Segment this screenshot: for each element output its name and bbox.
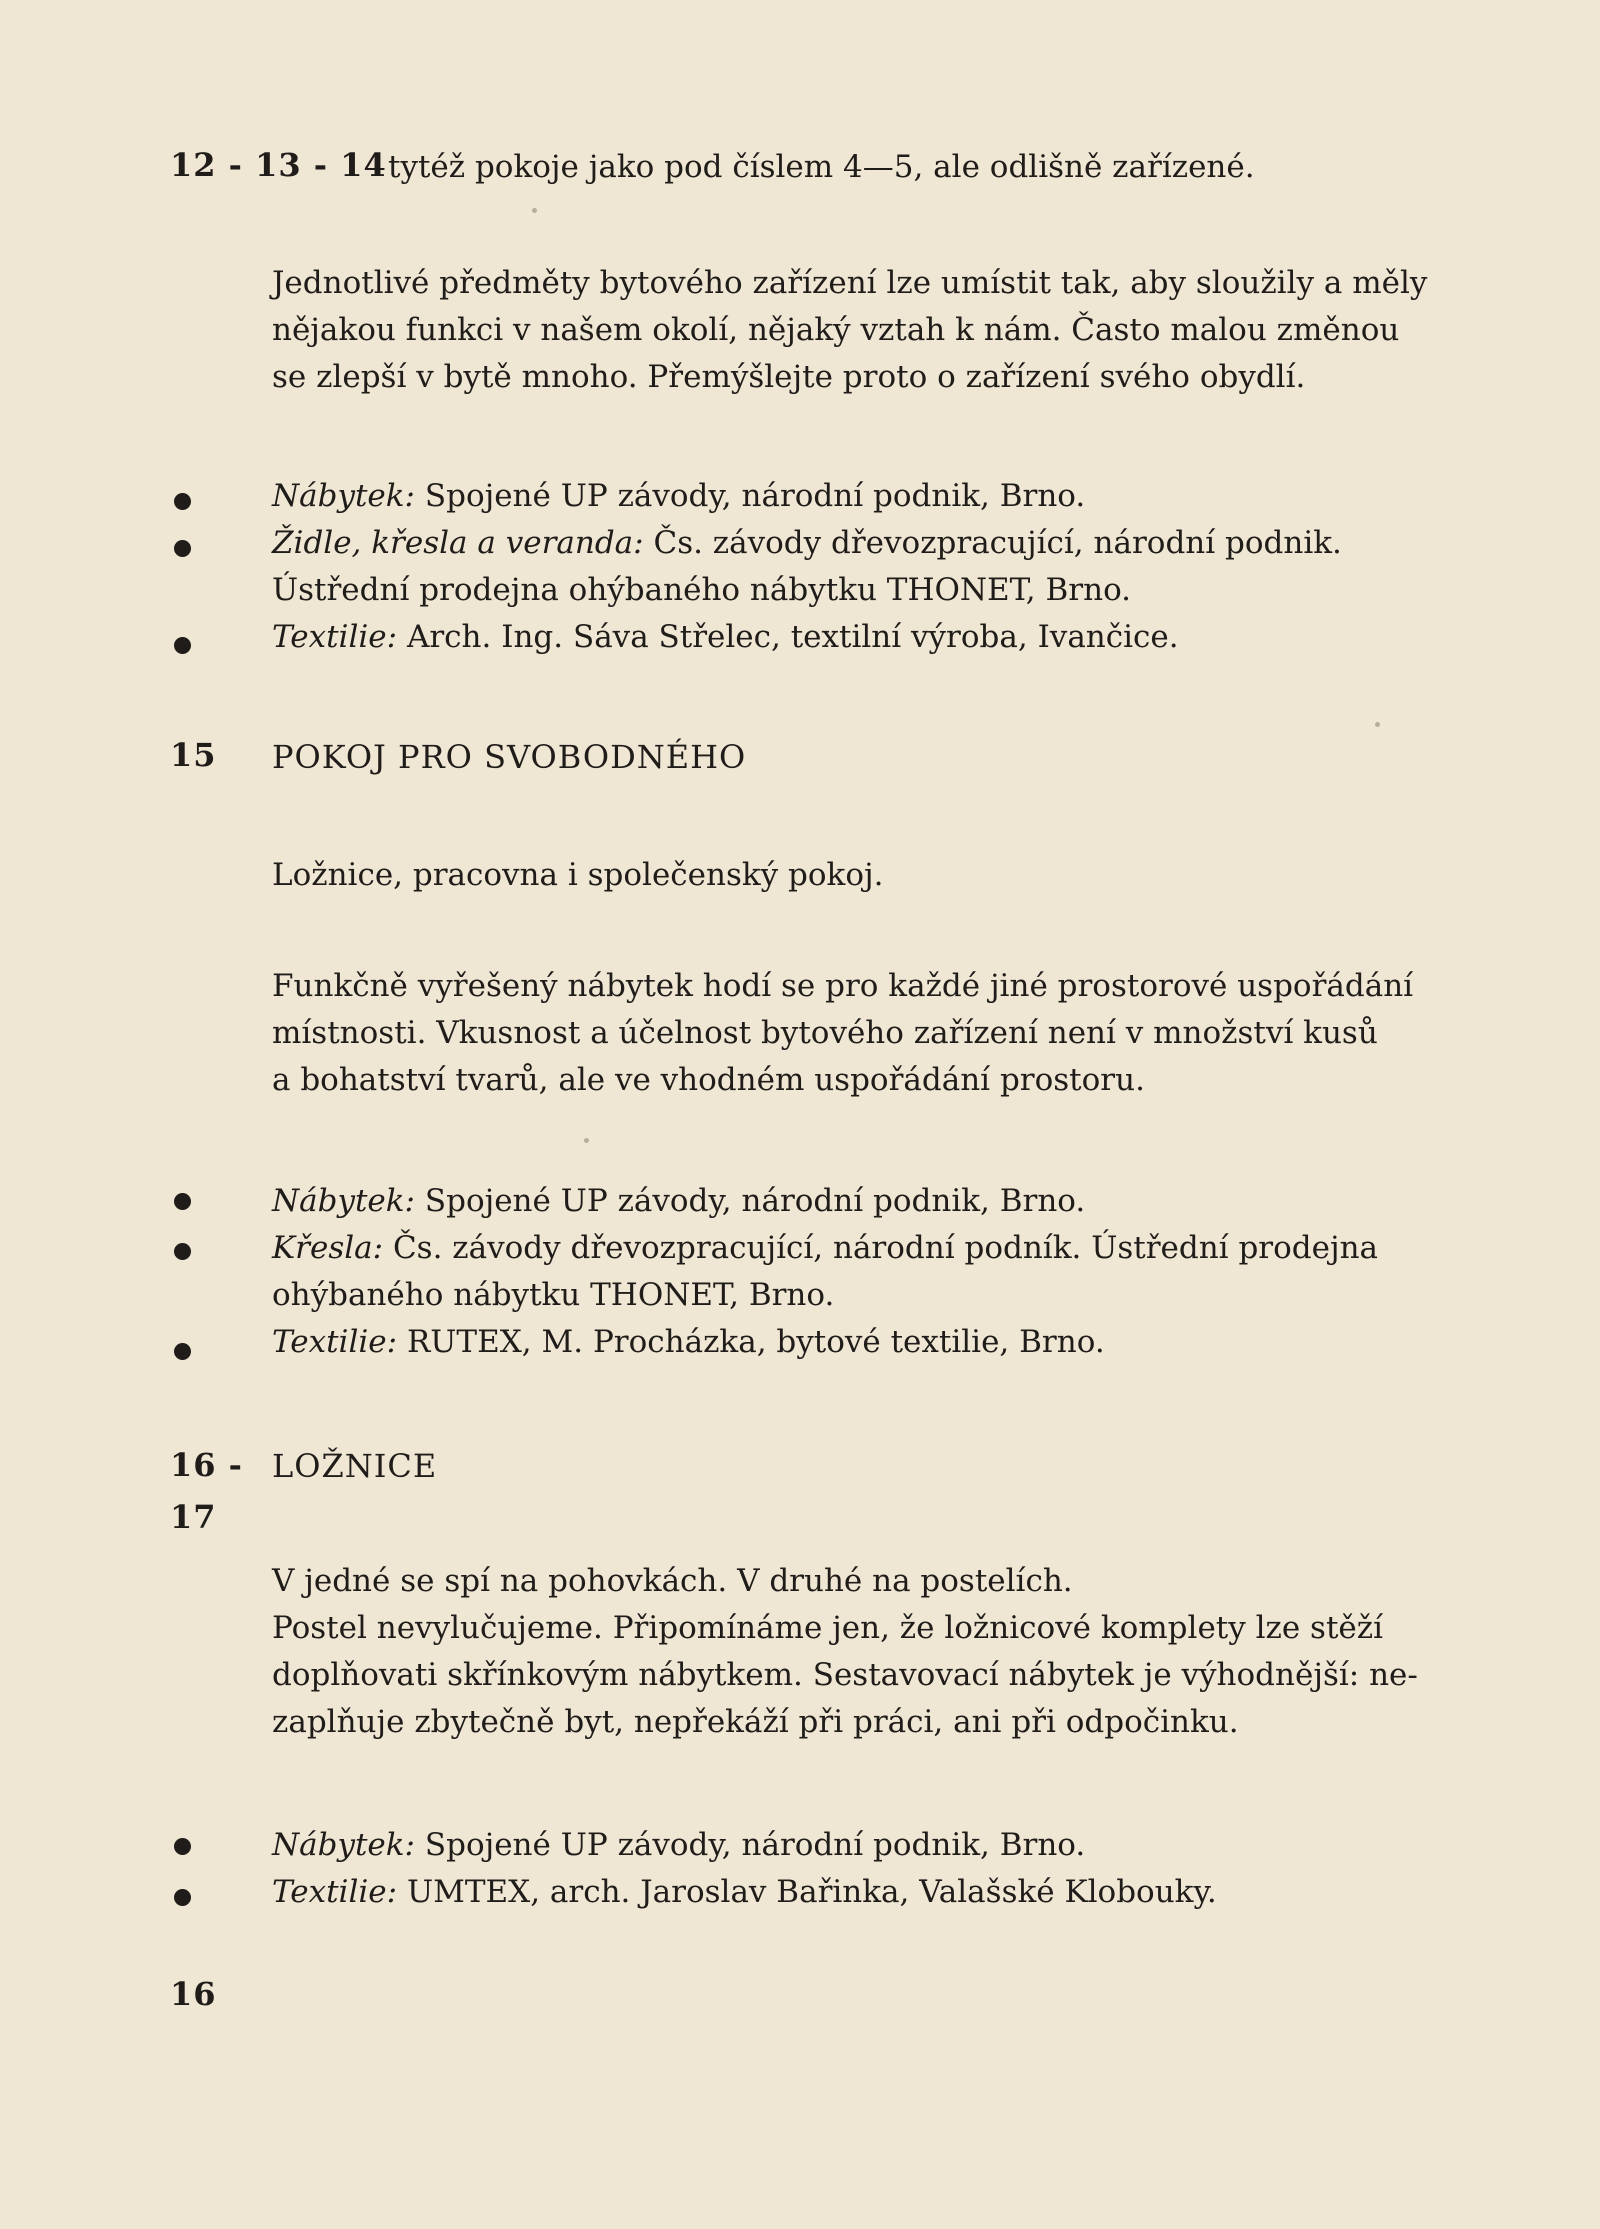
list-item-label: Textilie: <box>272 1324 398 1360</box>
list-item-continuation: Ústřední prodejna ohýbaného nábytku THONET, Brno. <box>272 572 1132 608</box>
list-item-label: Nábytek: <box>272 478 415 514</box>
paragraph-line: místnosti. Vkusnost a účelnost bytového zařízení není v množství kusů <box>272 1015 1378 1051</box>
bullet-icon <box>174 1889 191 1906</box>
bullet-icon <box>174 1343 191 1360</box>
section-subtitle: Ložnice, pracovna i společenský pokoj. <box>272 857 884 893</box>
list-item-continuation: ohýbaného nábytku THONET, Brno. <box>272 1277 835 1313</box>
list-item-label: Textilie: <box>272 1874 398 1910</box>
paragraph-line: a bohatství tvarů, ale ve vhodném uspořádání prostoru. <box>272 1062 1145 1098</box>
list-item <box>272 1822 1472 1869</box>
list-item <box>272 473 1472 520</box>
list-item <box>272 1225 1472 1272</box>
list-item <box>272 1178 1472 1225</box>
list-item-text: Arch. Ing. Sáva Střelec, textilní výroba, Ivančice. <box>406 619 1179 655</box>
page-number: 16 <box>170 1975 217 2013</box>
paragraph-line: Jednotlivé předměty bytového zařízení lze umístit tak, aby sloužily a měly <box>272 265 1428 301</box>
supplier-list <box>272 1822 1472 1916</box>
paragraph-line: zaplňuje zbytečně byt, nepřekáží při práci, ani při odpočinku. <box>272 1704 1239 1740</box>
section-number-15: 15 <box>170 736 217 774</box>
list-item-text: Spojené UP závody, národní podnik, Brno. <box>424 1183 1086 1219</box>
list-item-label: Židle, křesla a veranda: <box>272 525 644 561</box>
bullet-icon <box>174 540 191 557</box>
paragraph-line: Funkčně vyřešený nábytek hodí se pro každé jiné prostorové uspořádání <box>272 968 1414 1004</box>
section-number-17: 17 <box>170 1498 217 1536</box>
list-item-text: UMTEX, arch. Jaroslav Bařinka, Valašské Klobouky. <box>406 1874 1217 1910</box>
item-caption <box>388 144 1588 191</box>
list-item-label: Křesla: <box>272 1230 384 1266</box>
bullet-icon <box>174 637 191 654</box>
list-item-label: Textilie: <box>272 619 398 655</box>
list-item <box>272 614 1472 661</box>
supplier-list <box>272 1178 1472 1366</box>
section-paragraph <box>272 1558 1472 1746</box>
intro-paragraph <box>272 260 1472 401</box>
paragraph-line: Postel nevylučujeme. Připomínáme jen, že ložnicové komplety lze stěží <box>272 1610 1384 1646</box>
paper-speck <box>584 1138 589 1143</box>
caption-line: tytéž pokoje jako pod číslem 4—5, ale odlišně zařízené. <box>388 149 1255 185</box>
list-item-text: Čs. závody dřevozpracující, národní podnik. <box>653 525 1342 561</box>
list-item-text: Čs. závody dřevozpracující, národní podník. Ústřední prodejna <box>392 1230 1379 1266</box>
list-item <box>272 520 1472 567</box>
bullet-icon <box>174 1243 191 1260</box>
list-item-label: Nábytek: <box>272 1827 415 1863</box>
section-heading: POKOJ PRO SVOBODNÉHO <box>272 738 747 776</box>
list-item-text: Spojené UP závody, národní podnik, Brno. <box>424 478 1086 514</box>
paragraph-line: doplňovati skřínkovým nábytkem. Sestavovací nábytek je výhodnější: ne- <box>272 1657 1418 1693</box>
list-item-label: Nábytek: <box>272 1183 415 1219</box>
bullet-icon <box>174 493 191 510</box>
bullet-icon <box>174 1838 191 1855</box>
paragraph-line: nějakou funkci v našem okolí, nějaký vztah k nám. Často malou změnou <box>272 312 1400 348</box>
section-paragraph <box>272 963 1472 1104</box>
paragraph-line: se zlepší v bytě mnoho. Přemýšlejte proto o zařízení svého obydlí. <box>272 359 1306 395</box>
section-heading: LOŽNICE <box>272 1447 438 1485</box>
list-item-text: RUTEX, M. Procházka, bytové textilie, Brno. <box>406 1324 1105 1360</box>
paragraph-line: V jedné se spí na pohovkách. V druhé na postelích. <box>272 1563 1073 1599</box>
paper-speck <box>532 208 537 213</box>
list-item <box>272 1869 1472 1916</box>
bullet-icon <box>174 1193 191 1210</box>
supplier-list <box>272 473 1472 661</box>
list-item-text: Spojené UP závody, národní podnik, Brno. <box>424 1827 1086 1863</box>
item-number-12-13-14: 12 - 13 - 14 <box>170 146 387 184</box>
paper-speck <box>1375 722 1380 727</box>
list-item <box>272 1319 1472 1366</box>
section-number-16: 16 - <box>170 1446 243 1484</box>
